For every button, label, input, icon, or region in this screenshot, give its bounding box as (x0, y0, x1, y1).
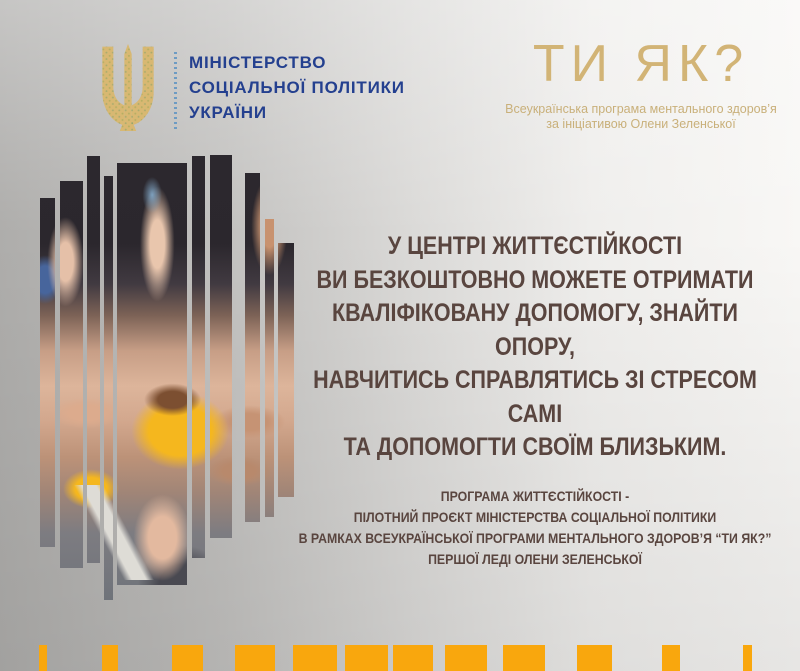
bottom-dashed-line (0, 645, 800, 671)
hands-photo (245, 173, 260, 522)
hands-photo (87, 156, 100, 563)
photo-strip (245, 173, 260, 522)
photo-strip (278, 243, 294, 497)
ministry-logo (95, 38, 405, 136)
hands-photo (265, 219, 274, 517)
hands-photo (40, 198, 55, 547)
dash (577, 645, 612, 671)
headline-line: НАВЧИТИСЬ СПРАВЛЯТИСЬ ЗІ СТРЕСОМ САМІ (313, 366, 757, 428)
photo-strip (210, 155, 232, 538)
dash (293, 645, 337, 671)
dash (172, 645, 203, 671)
footnote-line: В РАМКАХ ВСЕУКРАЇНСЬКОЇ ПРОГРАМИ МЕНТАЛЬНОГО ЗДОРОВ’Я “ТИ ЯК?” (298, 530, 772, 546)
tiyak-subtitle (495, 102, 787, 132)
hands-photo-collage (40, 155, 295, 600)
tiyak-subtitle-line: Всеукраїнська програма ментального здоров’я (505, 102, 777, 116)
hands-photo (210, 155, 232, 538)
dash (102, 645, 118, 671)
hands-photo (278, 243, 294, 497)
photo-strip (40, 198, 55, 547)
headline-line: ТА ДОПОМОГТИ СВОЇМ БЛИЗЬКИМ. (343, 433, 727, 461)
headline (307, 230, 763, 465)
ministry-name-line: УКРАЇНИ (189, 103, 267, 122)
footnote-line: ПРОГРАМА ЖИТТЄСТІЙКОСТІ - (440, 488, 630, 504)
hands-photo (117, 163, 187, 585)
photo-strip (117, 163, 187, 585)
dash (445, 645, 487, 671)
photo-strip (87, 156, 100, 563)
hands-photo (192, 156, 205, 558)
photo-strip (265, 219, 274, 517)
photo-strip (60, 181, 83, 568)
footnote-line: ПЕРШОЇ ЛЕДІ ОЛЕНИ ЗЕЛЕНСЬКОЇ (428, 551, 642, 567)
dash (393, 645, 433, 671)
dash (39, 645, 47, 671)
hands-photo (60, 181, 83, 568)
hands-photo (104, 176, 113, 600)
ministry-name-line: СОЦІАЛЬНОЇ ПОЛІТИКИ (189, 78, 405, 97)
headline-line: У ЦЕНТРІ ЖИТТЄСТІЙКОСТІ (387, 232, 683, 260)
dash (743, 645, 752, 671)
ministry-name-line: МІНІСТЕРСТВО (189, 53, 327, 72)
tiyak-wordmark: ТИ ЯК? (532, 35, 750, 93)
ministry-name (189, 50, 405, 125)
headline-line: ВИ БЕЗКОШТОВНО МОЖЕТЕ ОТРИМАТИ (316, 265, 754, 294)
tiyak-subtitle-line: за ініціативою Олени Зеленської (546, 117, 736, 131)
photo-strip (104, 176, 113, 600)
footnote-line: ПІЛОТНИЙ ПРОЄКТ МІНІСТЕРСТВА СОЦІАЛЬНОЇ ПОЛІТИКИ (353, 509, 717, 525)
dash (662, 645, 680, 671)
logo-divider (174, 52, 177, 132)
dash (345, 645, 388, 671)
tiyak-program-logo (495, 36, 787, 132)
footnote (289, 486, 782, 570)
dash (503, 645, 545, 671)
ukraine-trident-icon (95, 38, 161, 136)
photo-strip (192, 156, 205, 558)
dash (235, 645, 275, 671)
headline-line: КВАЛІФІКОВАНУ ДОПОМОГУ, ЗНАЙТИ ОПОРУ, (332, 299, 738, 361)
